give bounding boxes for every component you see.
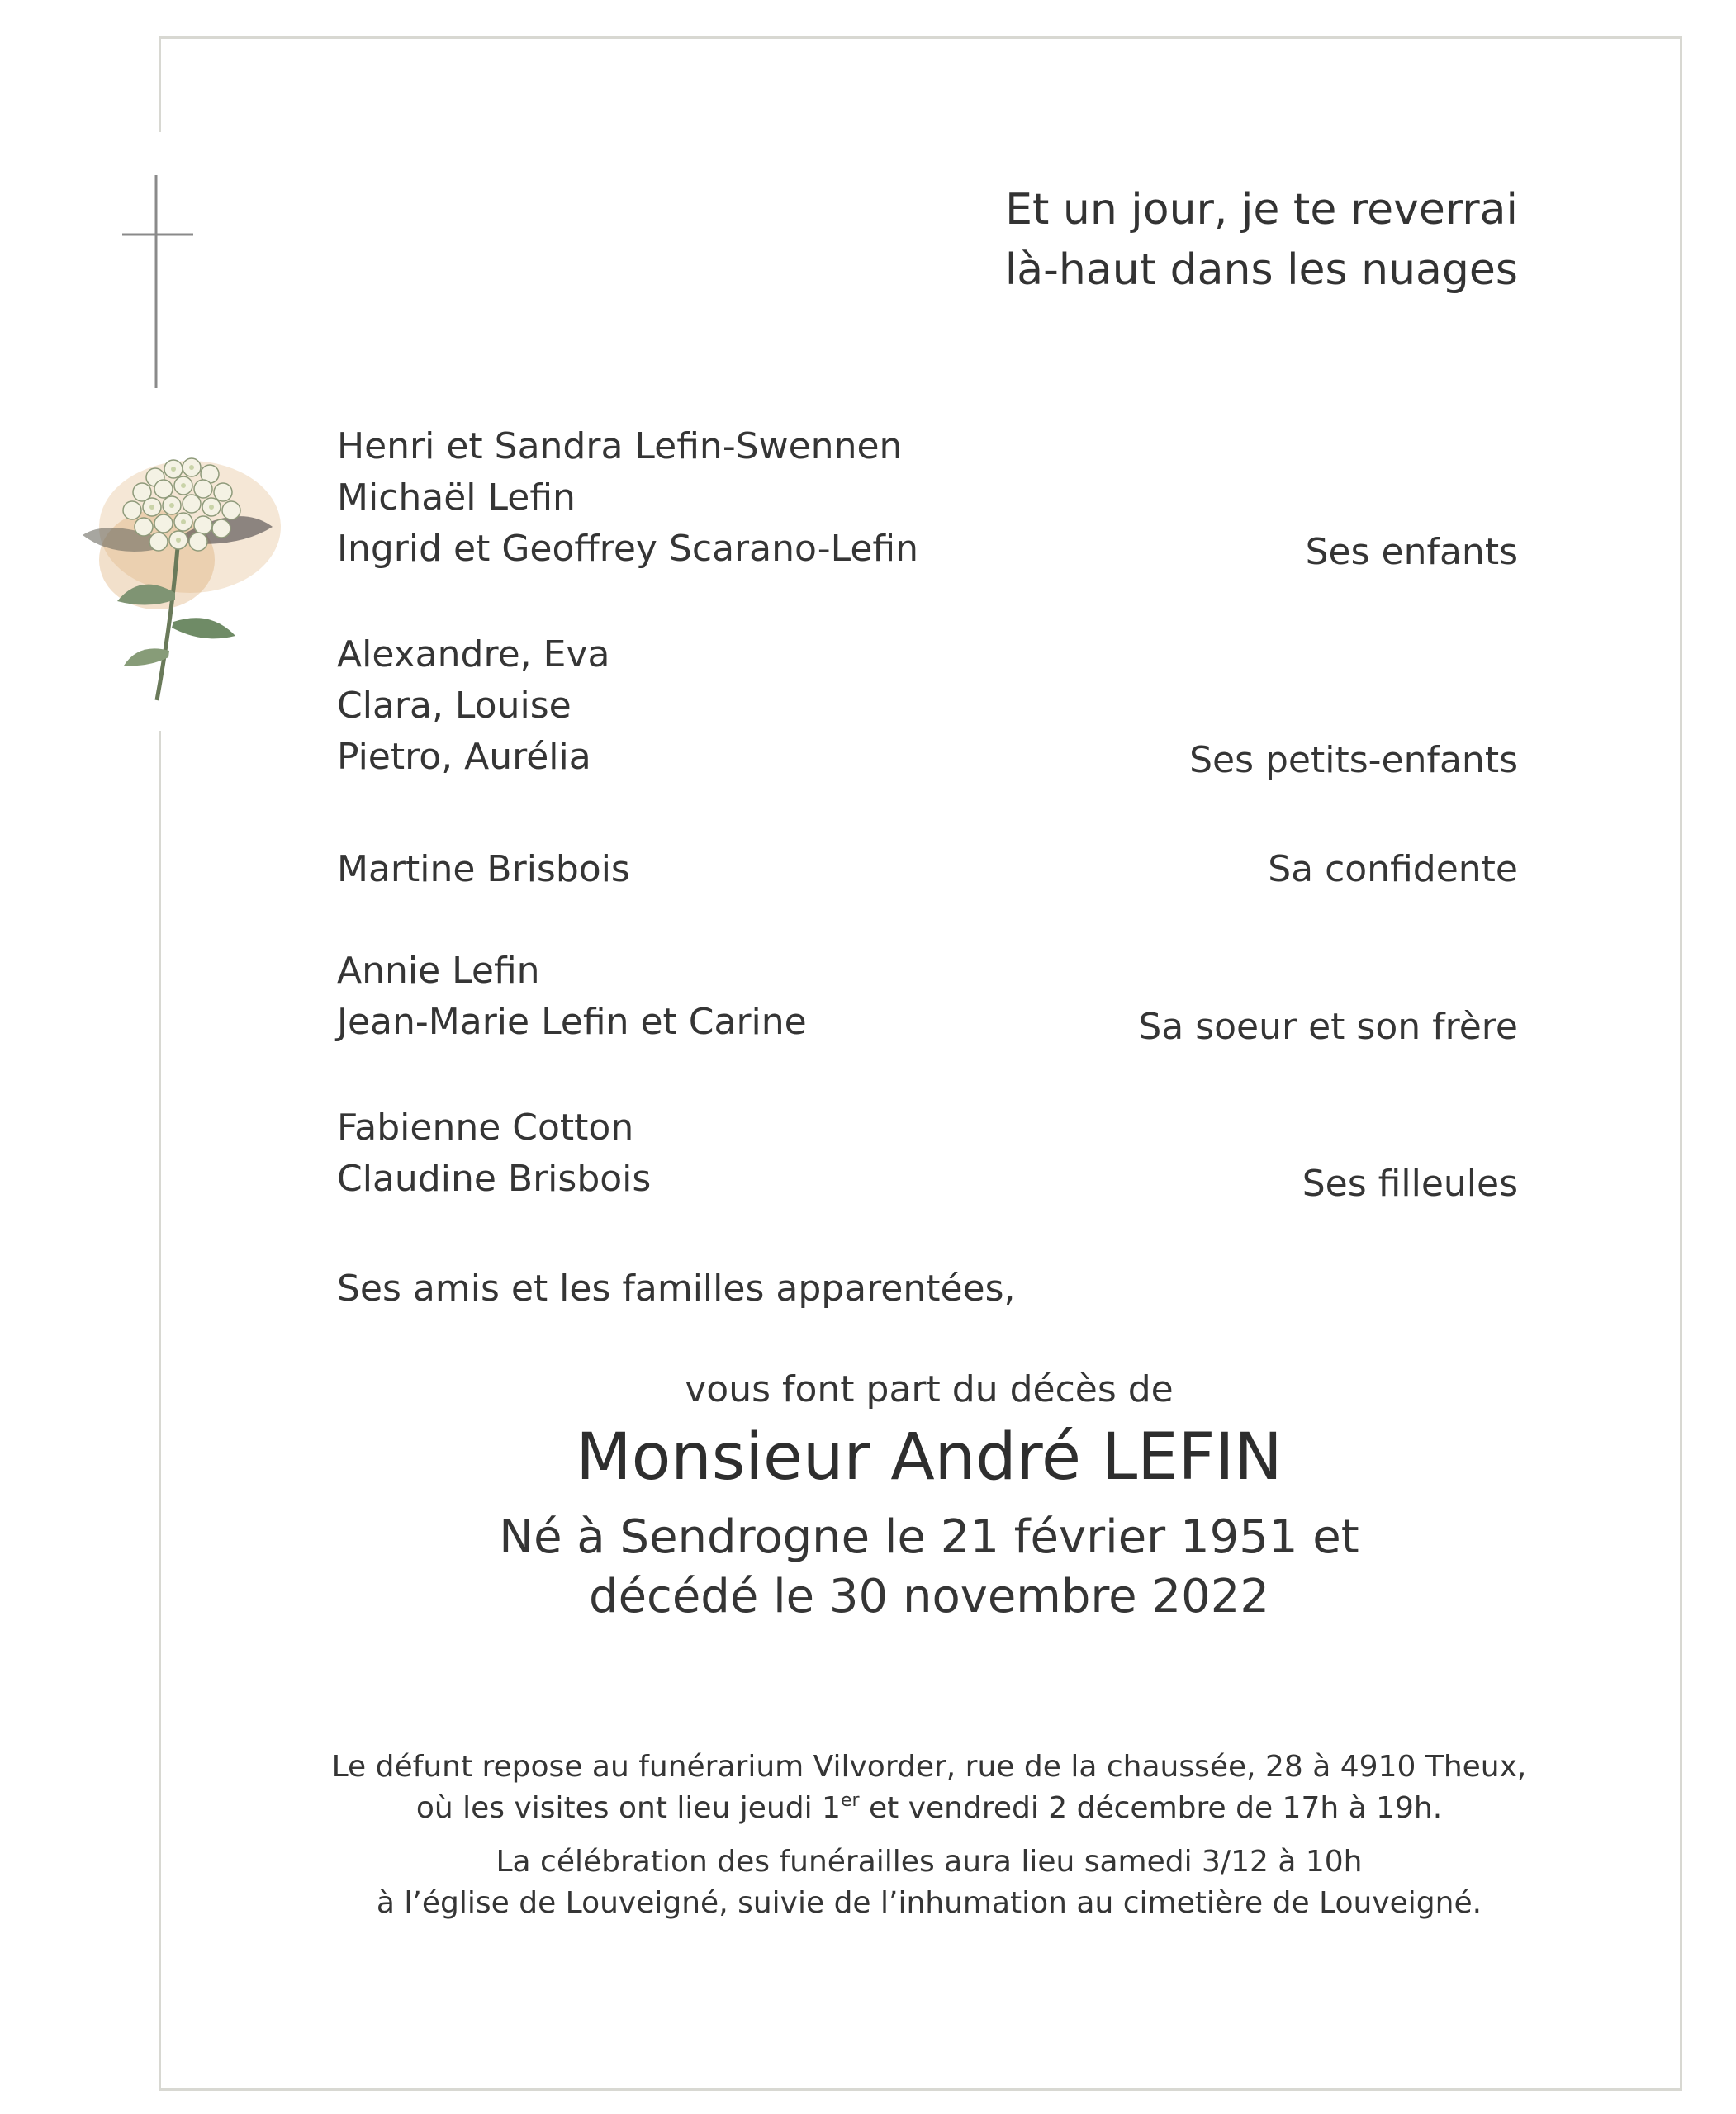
deceased-name: Monsieur André LEFIN — [576, 1420, 1283, 1495]
funeral-line-2: à l’église de Louveigné, suivie de l’inhumation au cimetière de Louveigné. — [376, 1886, 1482, 1920]
family-name: Alexandre, Eva — [337, 633, 610, 675]
friends-and-relatives — [337, 1263, 1518, 1315]
family-name: Michaël Lefin — [337, 476, 576, 519]
cross-icon — [122, 175, 193, 388]
ordinal-suffix: er — [840, 1790, 860, 1811]
family-group-confidante — [337, 844, 1518, 895]
repose-line-2-end: et vendredi 2 décembre de 17h à 19h. — [859, 1791, 1443, 1825]
hydrangea-flower-illustration — [66, 403, 281, 709]
family-name: Jean-Marie Lefin et Carine — [337, 1001, 807, 1043]
repose-line-1: Le défunt repose au funérarium Vilvorder, rue de la chaussée, 28 à 4910 Theux, — [331, 1750, 1527, 1784]
repose-line-2-start: où les visites ont lieu jeudi 1 — [415, 1791, 841, 1825]
epigraph-line-1: Et un jour, je te reverrai — [1005, 185, 1518, 235]
family-name: Annie Lefin — [337, 950, 540, 992]
relation-label: Ses petits-enfants — [1189, 739, 1518, 781]
family-group-siblings — [337, 946, 1518, 1053]
family-group-grandchildren — [337, 629, 1518, 786]
family-name: Claudine Brisbois — [337, 1158, 652, 1200]
family-name: Fabienne Cotton — [337, 1107, 634, 1149]
announcement-intro: vous font part du décès de — [685, 1368, 1174, 1410]
friends-line: Ses amis et les familles apparentées, — [337, 1268, 1016, 1310]
family-name: Ingrid et Geoffrey Scarano-Lefin — [337, 528, 918, 570]
family-name: Martine Brisbois — [337, 848, 630, 890]
relation-label: Ses enfants — [1305, 531, 1518, 573]
relation-label: Ses filleules — [1302, 1163, 1518, 1205]
birth-details: Né à Sendrogne le 21 février 1951 et — [499, 1510, 1359, 1564]
funeral-home-info — [0, 1747, 1736, 1829]
relation-label: Sa confidente — [1268, 848, 1518, 890]
family-name: Clara, Louise — [337, 685, 572, 727]
funeral-ceremony-info — [0, 1841, 1736, 1924]
death-details: décédé le 30 novembre 2022 — [589, 1570, 1269, 1623]
epigraph-quote — [1005, 180, 1518, 301]
epigraph-line-2: là-haut dans les nuages — [1004, 245, 1518, 295]
family-name: Henri et Sandra Lefin-Swennen — [337, 425, 903, 467]
family-group-goddaughters — [337, 1102, 1518, 1210]
family-name: Pietro, Aurélia — [337, 736, 591, 778]
family-group-children — [337, 421, 1518, 578]
repose-line-2 — [0, 1788, 1736, 1829]
funeral-line-1: La célébration des funérailles aura lieu samedi 3/12 à 10h — [496, 1845, 1363, 1879]
relation-label: Sa soeur et son frère — [1138, 1006, 1518, 1048]
